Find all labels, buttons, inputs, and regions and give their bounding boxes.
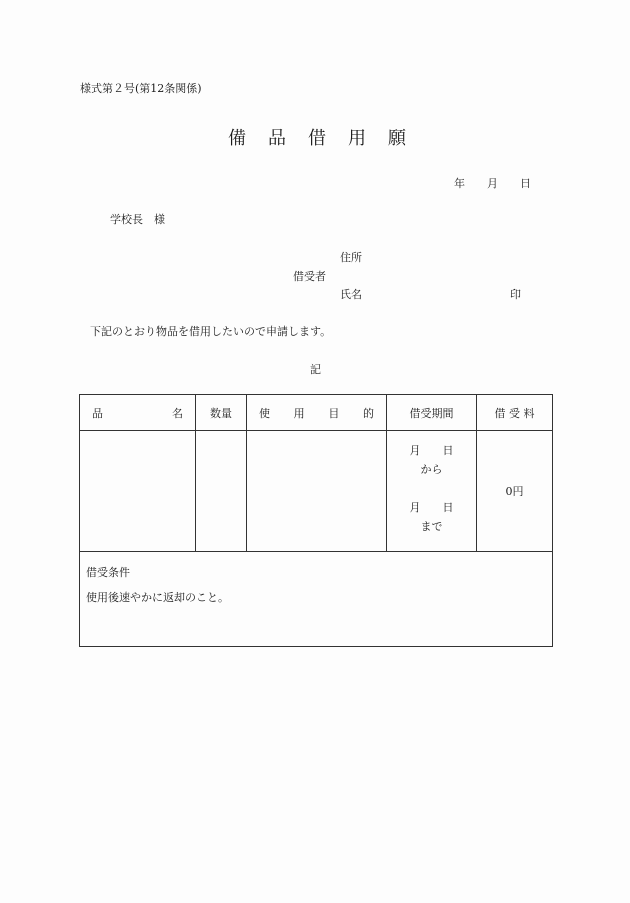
conditions-row bbox=[80, 552, 553, 647]
ki-label: 記 bbox=[310, 363, 321, 376]
date-day-label: 日 bbox=[520, 177, 531, 190]
date-line bbox=[454, 175, 531, 191]
period-end: 月 日 bbox=[409, 501, 454, 514]
equipment-table bbox=[79, 394, 553, 647]
page-title: 備品借用願 bbox=[228, 128, 428, 149]
conditions-label: 借受条件 bbox=[86, 566, 130, 579]
table-header-row bbox=[80, 395, 553, 431]
address-label: 住所 bbox=[340, 251, 362, 264]
cell-purpose[interactable] bbox=[247, 431, 387, 552]
addressee: 学校長 様 bbox=[110, 213, 165, 226]
request-text: 下記のとおり物品を借用したいので申請します。 bbox=[90, 325, 332, 338]
cell-item-name[interactable] bbox=[80, 431, 196, 552]
conditions-text: 使用後速やかに返却のこと。 bbox=[86, 591, 229, 604]
date-month-label: 月 bbox=[487, 177, 498, 190]
cell-fee[interactable]: 0円 bbox=[477, 431, 553, 552]
header-purpose: 使 用 目 的 bbox=[247, 395, 387, 431]
header-period: 借受期間 bbox=[387, 395, 477, 431]
table-row bbox=[80, 431, 553, 552]
borrower-label: 借受者 bbox=[293, 270, 326, 283]
form-number: 様式第２号(第12条関係) bbox=[80, 82, 202, 95]
seal-label: 印 bbox=[510, 288, 521, 301]
cell-quantity[interactable] bbox=[196, 431, 247, 552]
header-quantity: 数量 bbox=[196, 395, 247, 431]
name-label: 氏名 bbox=[340, 288, 362, 301]
cell-period[interactable] bbox=[387, 431, 477, 552]
period-start: 月 日 bbox=[409, 444, 454, 457]
date-year-label: 年 bbox=[454, 177, 465, 190]
header-fee: 借 受 料 bbox=[477, 395, 553, 431]
conditions-cell bbox=[80, 552, 553, 647]
header-item-name: 品 名 bbox=[80, 395, 196, 431]
period-until: まで bbox=[420, 520, 443, 533]
period-from: から bbox=[420, 463, 443, 476]
